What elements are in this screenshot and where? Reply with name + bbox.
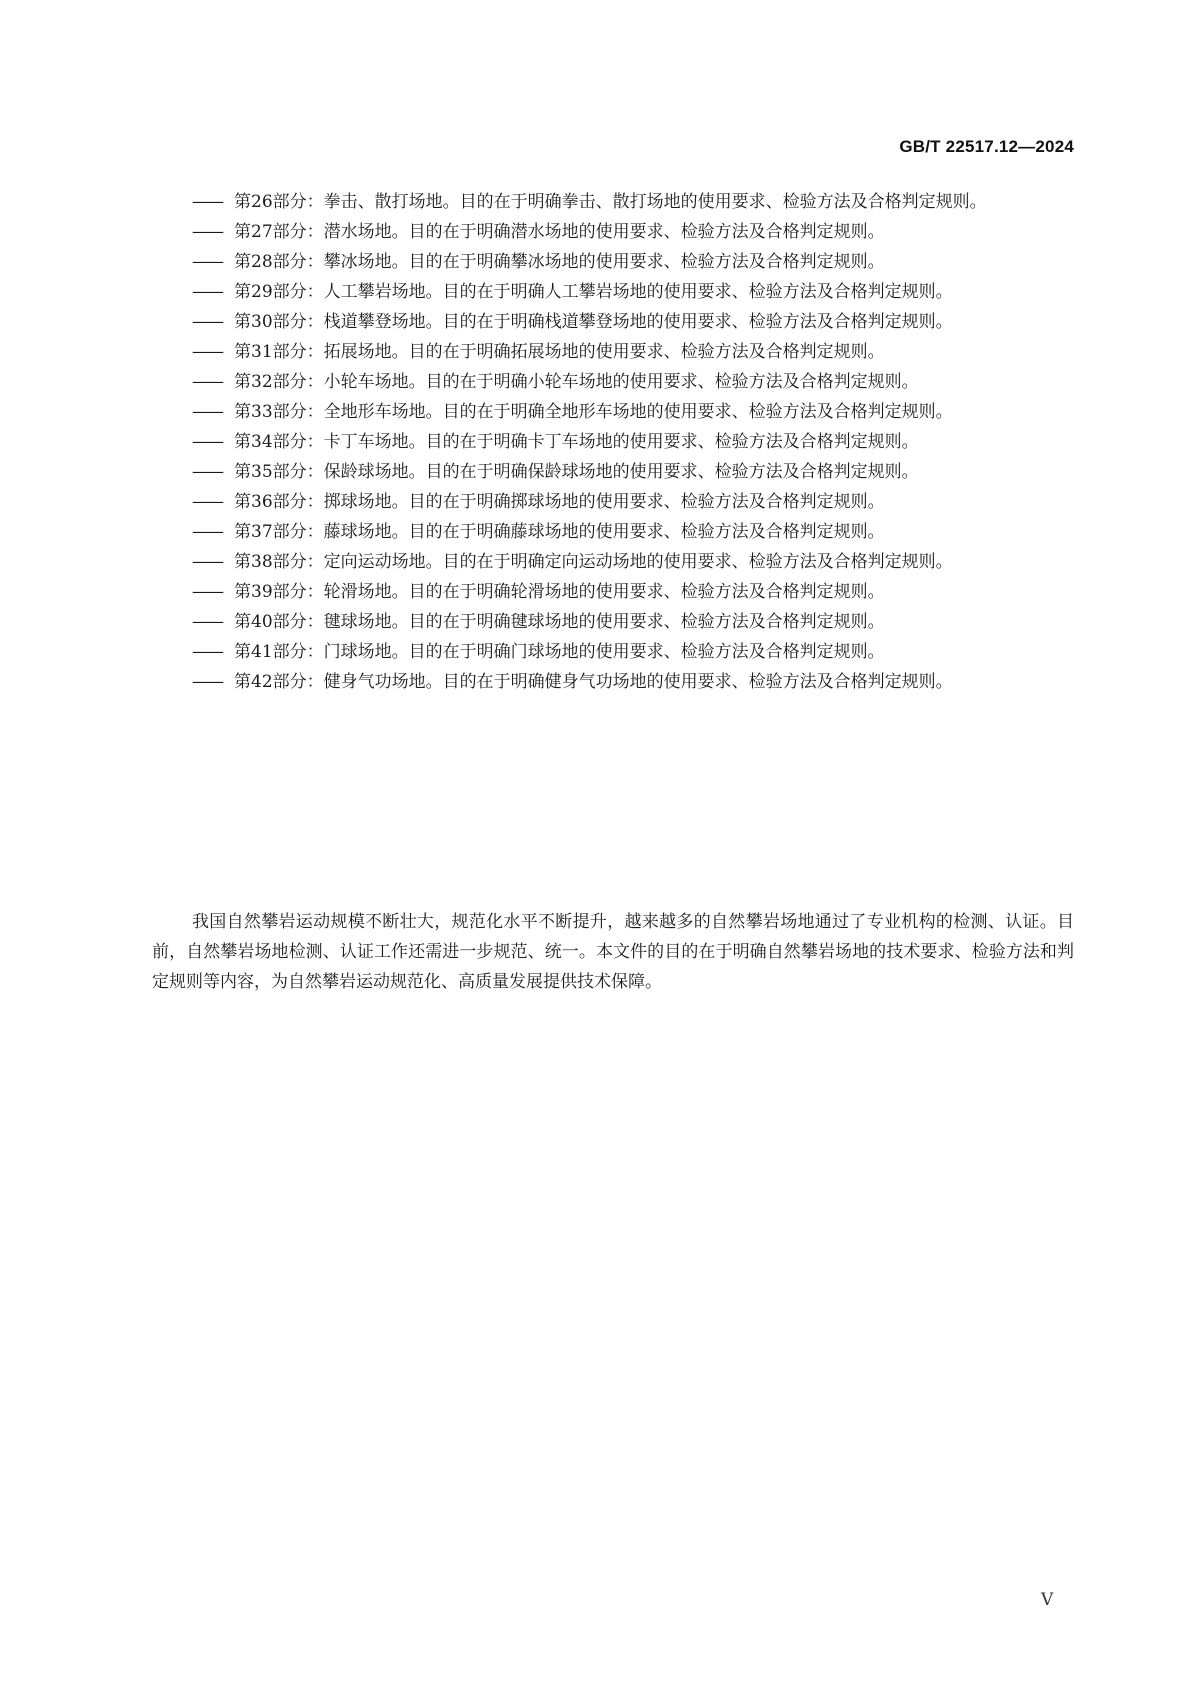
dash-marker: ——	[192, 222, 222, 242]
dash-marker: ——	[192, 372, 222, 392]
list-item	[192, 517, 1074, 547]
list-item	[192, 307, 1074, 337]
list-item-text: 第41部分：门球场地。目的在于明确门球场地的使用要求、检验方法及合格判定规则。	[234, 642, 885, 662]
list-item	[192, 577, 1074, 607]
body-paragraph: 我国自然攀岩运动规模不断壮大，规范化水平不断提升，越来越多的自然攀岩场地通过了专业机构的检测、认证。目前，自然攀岩场地检测、认证工作还需进一步规范、统一。本文件的目的在于明确自然攀岩场地的技术要求、检验方法和判定规则等内容，为自然攀岩运动规范化、高质量发展提供技术保障。	[152, 912, 1074, 992]
list-item-text: 第35部分：保龄球场地。目的在于明确保龄球场地的使用要求、检验方法及合格判定规则。	[234, 462, 919, 482]
dash-marker: ——	[192, 192, 222, 212]
dash-marker: ——	[192, 552, 222, 572]
list-item	[192, 667, 1074, 697]
list-item-text: 第37部分：藤球场地。目的在于明确藤球场地的使用要求、检验方法及合格判定规则。	[234, 522, 885, 542]
list-item	[192, 457, 1074, 487]
list-item-text: 第40部分：毽球场地。目的在于明确毽球场地的使用要求、检验方法及合格判定规则。	[234, 612, 885, 632]
list-item-text: 第33部分：全地形车场地。目的在于明确全地形车场地的使用要求、检验方法及合格判定规则。	[234, 402, 953, 422]
list-item	[192, 337, 1074, 367]
dash-marker: ——	[192, 432, 222, 452]
list-item-text: 第26部分：拳击、散打场地。目的在于明确拳击、散打场地的使用要求、检验方法及合格判定规则。	[234, 192, 987, 212]
dash-marker: ——	[192, 312, 222, 332]
list-item	[192, 277, 1074, 307]
list-item-text: 第39部分：轮滑场地。目的在于明确轮滑场地的使用要求、检验方法及合格判定规则。	[234, 582, 885, 602]
dash-marker: ——	[192, 342, 222, 362]
list-item	[192, 247, 1074, 277]
list-item	[192, 427, 1074, 457]
dash-marker: ——	[192, 642, 222, 662]
dash-marker: ——	[192, 402, 222, 422]
list-item	[192, 217, 1074, 247]
list-item-text: 第30部分：栈道攀登场地。目的在于明确栈道攀登场地的使用要求、检验方法及合格判定规则。	[234, 312, 953, 332]
list-item	[192, 487, 1074, 517]
list-item-text: 第31部分：拓展场地。目的在于明确拓展场地的使用要求、检验方法及合格判定规则。	[234, 342, 885, 362]
dash-marker: ——	[192, 522, 222, 542]
list-item-text: 第38部分：定向运动场地。目的在于明确定向运动场地的使用要求、检验方法及合格判定规则。	[234, 552, 953, 572]
list-item-text: 第28部分：攀冰场地。目的在于明确攀冰场地的使用要求、检验方法及合格判定规则。	[234, 252, 885, 272]
dash-marker: ——	[192, 492, 222, 512]
dash-marker: ——	[192, 252, 222, 272]
list-item-text: 第42部分：健身气功场地。目的在于明确健身气功场地的使用要求、检验方法及合格判定规则。	[234, 672, 953, 692]
list-item	[192, 397, 1074, 427]
dash-marker: ——	[192, 462, 222, 482]
list-item-text: 第36部分：掷球场地。目的在于明确掷球场地的使用要求、检验方法及合格判定规则。	[234, 492, 885, 512]
list-item-text: 第29部分：人工攀岩场地。目的在于明确人工攀岩场地的使用要求、检验方法及合格判定规则。	[234, 282, 953, 302]
standard-code-header: GB/T 22517.12—2024	[899, 137, 1074, 156]
dash-marker: ——	[192, 672, 222, 692]
list-item	[192, 547, 1074, 577]
dash-marker: ——	[192, 282, 222, 302]
dash-marker: ——	[192, 582, 222, 602]
page-number: V	[1041, 1590, 1054, 1610]
list-item	[192, 637, 1074, 667]
list-item	[192, 607, 1074, 637]
list-item-text: 第32部分：小轮车场地。目的在于明确小轮车场地的使用要求、检验方法及合格判定规则。	[234, 372, 919, 392]
list-item-text: 第34部分：卡丁车场地。目的在于明确卡丁车场地的使用要求、检验方法及合格判定规则。	[234, 432, 919, 452]
list-item	[192, 187, 1074, 217]
parts-list	[192, 187, 1074, 697]
dash-marker: ——	[192, 612, 222, 632]
list-item	[192, 367, 1074, 397]
list-item-text: 第27部分：潜水场地。目的在于明确潜水场地的使用要求、检验方法及合格判定规则。	[234, 222, 885, 242]
